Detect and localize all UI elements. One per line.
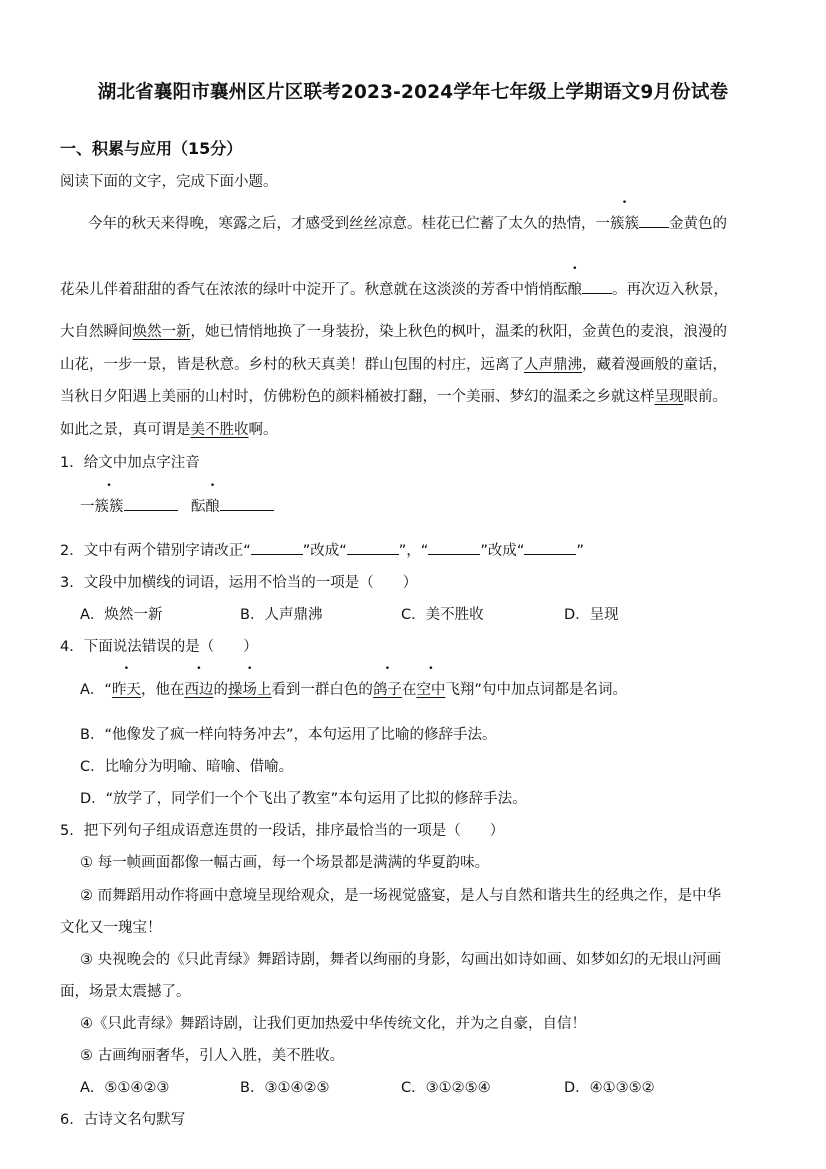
answer-blank[interactable] xyxy=(220,496,274,511)
question-5-option-a[interactable]: A．⑤①④②③ xyxy=(80,1080,170,1096)
question-6-stem: 6．古诗文名句默写 xyxy=(60,1112,186,1128)
question-5-stem: 5．把下列句子组成语意连贯的一段话，排序最恰当的一项是（ ） xyxy=(60,823,505,839)
blank-line xyxy=(639,213,669,228)
passage-line-4: 山花，一步一景，皆是秋意。乡村的秋天真美！群山包围的村庄，远离了人声鼎沸，藏着漫画般的童话， xyxy=(60,357,727,373)
question-4-option-a[interactable]: A．“昨天，他在西边的操场上看到一群白色的鸽子在空中飞翔”句中加点词都是名词。 xyxy=(80,682,627,698)
dotted-char: 酿 xyxy=(567,282,582,298)
question-5-option-d[interactable]: D．④①③⑤② xyxy=(564,1080,655,1096)
answer-blank[interactable] xyxy=(124,496,178,511)
question-5-option-b[interactable]: B．③①④②⑤ xyxy=(240,1080,330,1096)
question-4-stem: 4．下面说法错误的是（ ） xyxy=(60,639,258,655)
underlined-word: 呈现 xyxy=(654,389,684,405)
question-3-option-b[interactable]: B．人声鼎沸 xyxy=(240,607,323,623)
question-5-sentence-2: ② 而舞蹈用动作将画中意境呈现给观众，是一场视觉盛宴，是人与自然和谐共生的经典之作，是中华 xyxy=(80,888,722,904)
underlined-word: 焕然一新 xyxy=(132,324,191,340)
dotted-word: 簇簇 xyxy=(610,216,639,232)
question-3-stem: 3．文段中加横线的词语，运用不恰当的一项是（ ） xyxy=(60,575,418,591)
question-3-option-d[interactable]: D．呈现 xyxy=(564,607,619,623)
passage-line-6: 如此之景，真可谓是美不胜收啊。 xyxy=(60,422,278,438)
question-1-stem: 1．给文中加点字注音 xyxy=(60,455,200,471)
question-5-sentence-2-cont: 文化又一瑰宝！ xyxy=(60,920,162,936)
question-1-answers: 一簇簇 酝酿 xyxy=(80,495,274,516)
question-5-sentence-1: ① 每一帧画面都像一幅古画，每一个场景都是满满的华夏韵味。 xyxy=(80,855,490,871)
answer-blank[interactable] xyxy=(251,540,303,555)
question-4-option-b[interactable]: B．“他像发了疯一样向特务冲去”，本句运用了比喻的修辞手法。 xyxy=(80,727,497,743)
answer-blank[interactable] xyxy=(524,540,576,555)
passage-line-1: 今年的秋天来得晚，寒露之后，才感受到丝丝凉意。桂花已伫蓄了太久的热情，一簇簇 金黄色的 xyxy=(88,212,727,233)
section-heading: 一、积累与应用（15分） xyxy=(60,139,243,158)
blank-line xyxy=(582,279,612,294)
question-5-sentence-5: ⑤ 古画绚丽奢华，引人入胜，美不胜收。 xyxy=(80,1048,345,1064)
answer-blank[interactable] xyxy=(428,540,480,555)
underlined-word: 人声鼎沸 xyxy=(524,357,582,373)
page-title: 湖北省襄阳市襄州区片区联考2023-2024学年七年级上学期语文9月份试卷 xyxy=(97,82,729,103)
question-5-sentence-3: ③ 央视晚会的《只此青绿》舞蹈诗剧，舞者以绚丽的身影，勾画出如诗如画、如梦如幻的无垠山河画 xyxy=(80,952,722,968)
question-3-option-a[interactable]: A．焕然一新 xyxy=(80,607,163,623)
passage-line-2: 花朵儿伴着甜甜的香气在浓浓的绿叶中淀开了。秋意就在这淡淡的芳香中悄悄酝酿 。再次迈入秋景， xyxy=(60,278,728,299)
question-5-sentence-4: ④《只此青绿》舞蹈诗剧，让我们更加热爱中华传统文化，并为之自豪，自信！ xyxy=(80,1016,586,1032)
question-5-sentence-3-cont: 面，场景太震撼了。 xyxy=(60,984,191,1000)
question-3-option-c[interactable]: C．美不胜收 xyxy=(401,607,484,623)
reading-instruction: 阅读下面的文字，完成下面小题。 xyxy=(60,174,278,190)
question-2: 2．文中有两个错别字请改正“ ”改成“ ”，“ ”改成“ ” xyxy=(60,539,584,560)
answer-blank[interactable] xyxy=(347,540,399,555)
passage-line-5: 当秋日夕阳遇上美丽的山村时，仿佛粉色的颜料桶被打翻，一个美丽、梦幻的温柔之乡就这样呈现眼前。 xyxy=(60,389,727,405)
question-4-option-c[interactable]: C．比喻分为明喻、暗喻、借喻。 xyxy=(80,759,294,775)
question-5-option-c[interactable]: C．③①②⑤④ xyxy=(401,1080,491,1096)
passage-line-3: 大自然瞬间焕然一新，她已情悄地换了一身装扮，染上秋色的枫叶，温柔的秋阳，金黄色的麦浪，浪漫的 xyxy=(60,324,727,340)
question-4-option-d[interactable]: D．“放学了，同学们一个个飞出了教室”本句运用了比拟的修辞手法。 xyxy=(80,791,527,807)
underlined-word: 美不胜收 xyxy=(190,422,249,438)
